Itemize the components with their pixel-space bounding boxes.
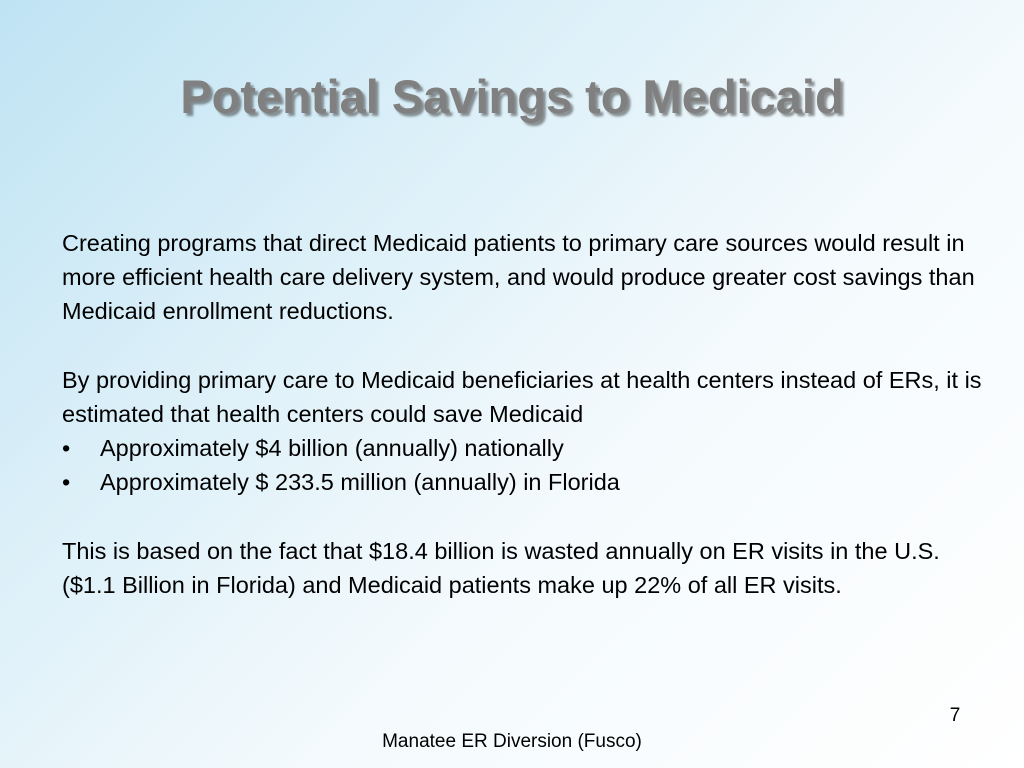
bullet-item-florida — [62, 465, 992, 499]
paragraph-basis: This is based on the fact that $18.4 billion is wasted annually on ER visits in the U.S. ($1.1 Billion in Florida) and Medicaid patients make up 22% of all ER visits. — [62, 537, 940, 598]
slide-footer: Manatee ER Diversion (Fusco) — [382, 731, 642, 752]
paragraph-spacer — [62, 329, 992, 363]
bullet-icon: • — [62, 469, 71, 496]
bullet-icon: • — [62, 435, 71, 462]
bullet-item-national — [62, 431, 992, 465]
paragraph-programs: Creating programs that direct Medicaid patients to primary care sources would result in more efficient health care delivery system, and would produce greater cost savings than Medicaid enrollment reductions. — [62, 230, 975, 325]
slide-body — [62, 226, 992, 602]
slide-title: Potential Savings to Medicaid — [180, 70, 844, 123]
savings-bullet-list — [62, 431, 992, 499]
paragraph-primary-care: By providing primary care to Medicaid beneficiaries at health centers instead of ERs, it is estimated that health centers could save Medicaid — [62, 366, 982, 427]
bullet-text: Approximately $ 233.5 million (annually) in Florida — [100, 469, 620, 496]
page-number: 7 — [949, 705, 961, 726]
paragraph-spacer — [62, 500, 992, 534]
bullet-text: Approximately $4 billion (annually) nationally — [100, 435, 564, 462]
